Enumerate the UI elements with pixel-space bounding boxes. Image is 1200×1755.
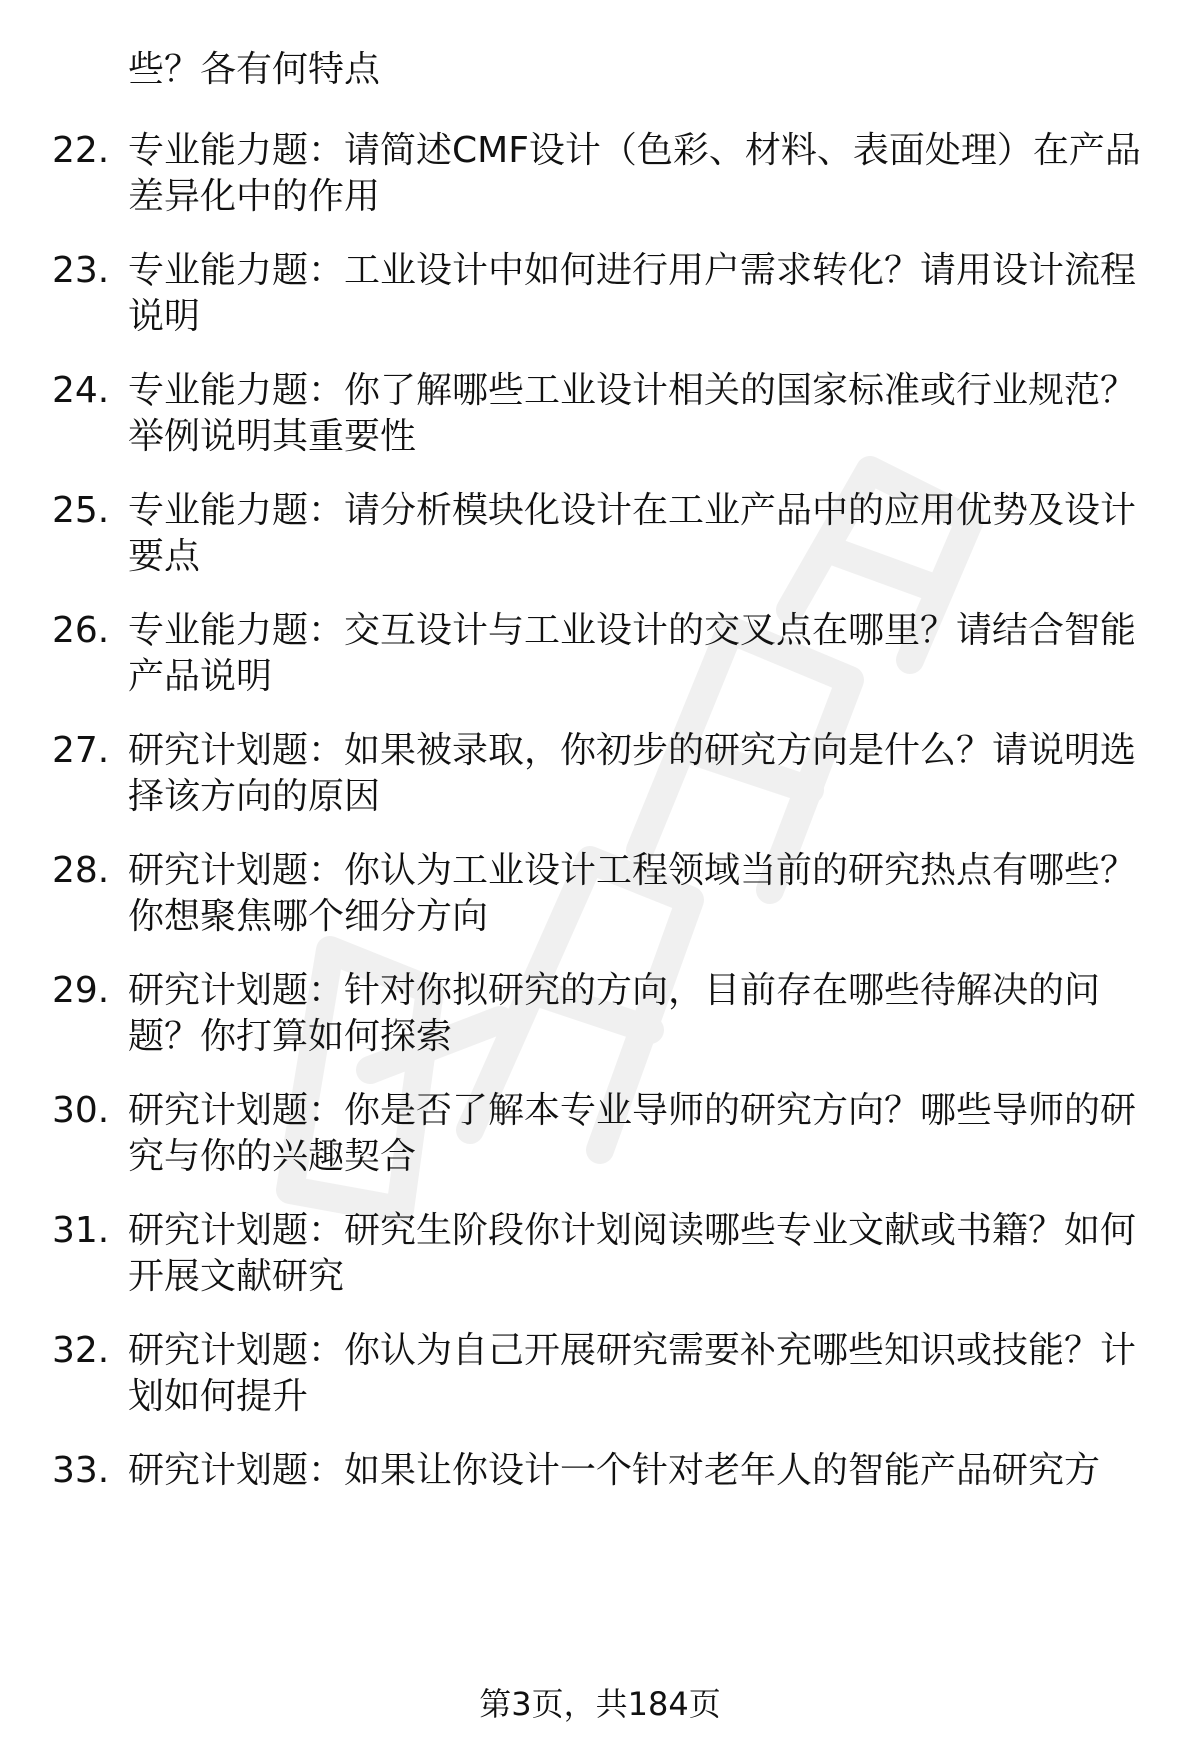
- question-number: 23.: [52, 250, 110, 291]
- question-number: 26.: [52, 610, 110, 651]
- question-number: 33.: [52, 1450, 110, 1491]
- question-line: 划如何提升: [128, 1376, 309, 1417]
- question-line: 专业能力题：你了解哪些工业设计相关的国家标准或行业规范？: [128, 370, 1137, 411]
- question-line: 专业能力题：请简述CMF设计（色彩、材料、表面处理）在产品: [128, 130, 1141, 171]
- question-text: [128, 248, 1148, 340]
- question-number: 30.: [52, 1090, 110, 1131]
- question-line: 研究计划题：如果被录取，你初步的研究方向是什么？请说明选: [128, 730, 1137, 771]
- question-number: 31.: [52, 1210, 110, 1251]
- question-text: [128, 488, 1148, 580]
- question-line: 究与你的兴趣契合: [128, 1136, 417, 1177]
- question-line: 说明: [128, 296, 201, 337]
- question-text: [128, 1088, 1148, 1180]
- carryover-text: 些？各有何特点: [128, 49, 381, 90]
- question-text: [128, 728, 1148, 820]
- question-line: 研究计划题：研究生阶段你计划阅读哪些专业文献或书籍？如何: [128, 1210, 1137, 1251]
- question-line: 举例说明其重要性: [128, 416, 417, 457]
- question-line: 产品说明: [128, 656, 273, 697]
- question-text: [128, 1208, 1148, 1300]
- question-text: [128, 1328, 1148, 1420]
- question-text: [128, 1448, 1148, 1494]
- question-text: [128, 608, 1148, 700]
- question-line: 研究计划题：你认为工业设计工程领域当前的研究热点有哪些？: [128, 850, 1137, 891]
- question-line: 择该方向的原因: [128, 776, 381, 817]
- question-line: 你想聚焦哪个细分方向: [128, 896, 489, 937]
- question-number: 25.: [52, 490, 110, 531]
- question-line: 要点: [128, 536, 201, 577]
- question-text: [128, 848, 1148, 940]
- question-line: 专业能力题：请分析模块化设计在工业产品中的应用优势及设计: [128, 490, 1137, 531]
- question-number: 28.: [52, 850, 110, 891]
- question-line: 专业能力题：工业设计中如何进行用户需求转化？请用设计流程: [128, 250, 1137, 291]
- question-number: 24.: [52, 370, 110, 411]
- question-line: 差异化中的作用: [128, 176, 381, 217]
- question-line: 研究计划题：你认为自己开展研究需要补充哪些知识或技能？计: [128, 1330, 1137, 1371]
- question-number: 27.: [52, 730, 110, 771]
- question-line: 研究计划题：如果让你设计一个针对老年人的智能产品研究方: [128, 1450, 1101, 1491]
- question-line: 专业能力题：交互设计与工业设计的交叉点在哪里？请结合智能: [128, 610, 1137, 651]
- question-text: [128, 368, 1148, 460]
- question-number: 29.: [52, 970, 110, 1011]
- question-text: [128, 968, 1148, 1060]
- question-number: 22.: [52, 130, 110, 171]
- question-text: [128, 128, 1148, 220]
- question-line: 开展文献研究: [128, 1256, 345, 1297]
- page-number-footer: 第3页，共184页: [479, 1685, 721, 1723]
- question-line: 题？你打算如何探索: [128, 1016, 453, 1057]
- question-number: 32.: [52, 1330, 110, 1371]
- question-line: 研究计划题：你是否了解本专业导师的研究方向？哪些导师的研: [128, 1090, 1137, 1131]
- question-line: 研究计划题：针对你拟研究的方向，目前存在哪些待解决的问: [128, 970, 1101, 1011]
